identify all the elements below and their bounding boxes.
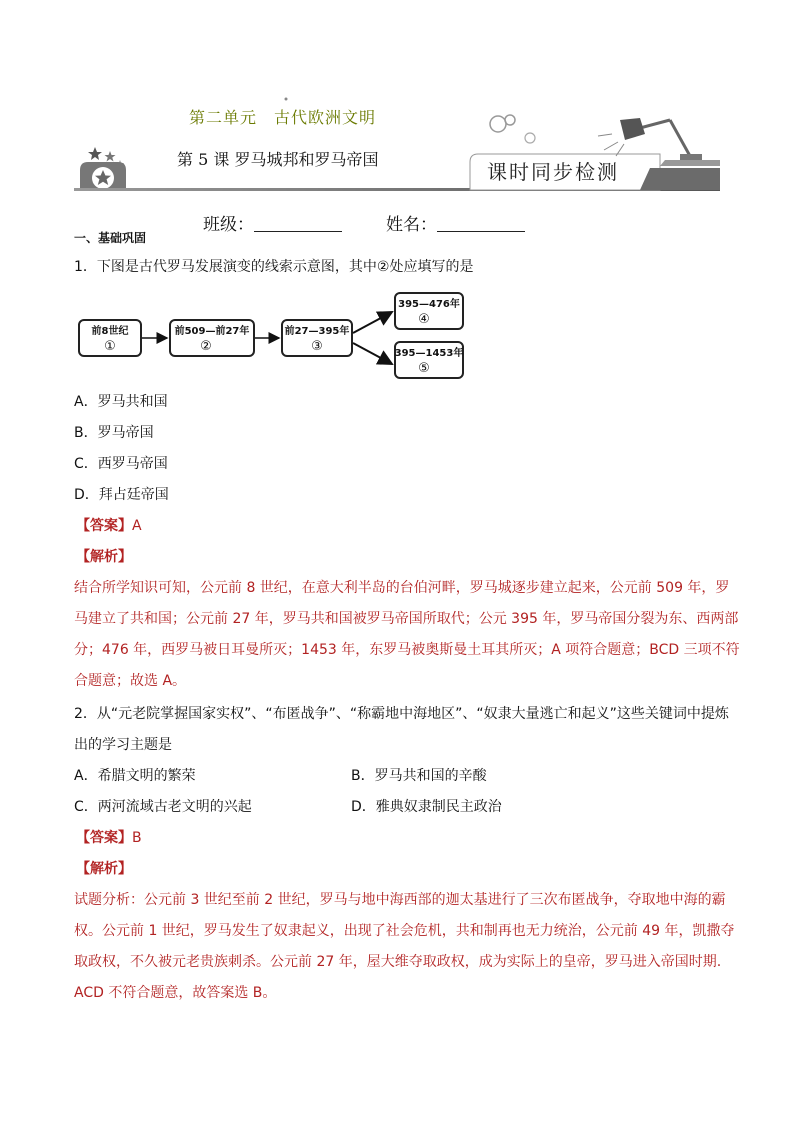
- flow-box: [79, 320, 141, 356]
- q2-option-c: C．两河流域古老文明的兴起: [74, 799, 252, 815]
- q1-option-d: D．拜占廷帝国: [74, 487, 169, 503]
- flow-arrow: [353, 343, 392, 364]
- q2-analysis-line: 权。公元前 1 世纪，罗马发生了奴隶起义，出现了社会危机，共和制再也无力统治，公元前 49 年，凯撒夺: [74, 923, 735, 939]
- name-field[interactable]: [437, 215, 525, 232]
- flow-box-number: ①: [104, 339, 116, 354]
- q1-analysis-line: 马建立了共和国；公元前 27 年，罗马共和国被罗马帝国所取代；公元 395 年，罗马帝国分裂为东、西两部: [74, 611, 739, 627]
- q2-analysis-label: 【解析】: [76, 861, 132, 877]
- q1-option-c: C．西罗马帝国: [74, 456, 168, 472]
- answer-value: A: [132, 518, 142, 534]
- lesson-title: 第 5 课 罗马城邦和罗马帝国: [177, 150, 379, 169]
- flow-box-date: 前27—395年: [284, 326, 350, 337]
- q1-analysis-label: 【解析】: [76, 549, 132, 565]
- bubble-icon: [505, 115, 515, 125]
- flow-box-number: ⑤: [418, 361, 430, 376]
- star-icon: [88, 147, 102, 160]
- flow-box-number: ④: [418, 312, 430, 327]
- flow-box-date: 395—1453年: [394, 348, 464, 359]
- flow-box-date: 前509—前27年: [174, 326, 250, 337]
- q2-analysis-line: 取政权，不久被元老贵族刺杀。公元前 27 年，屋大维夺取政权，成为实际上的皇帝，罗马进入帝国时期.: [74, 954, 722, 970]
- q2-stem-line: 2．从“元老院掌握国家实权”、“布匿战争”、“称霸地中海地区”、“奴隶大量逃亡和起义”这些关键词中提炼: [74, 706, 729, 722]
- name-label: 姓名：: [386, 215, 437, 235]
- q1-answer: [76, 516, 142, 536]
- flow-box-date: 395—476年: [398, 299, 460, 310]
- header-banner-art: [0, 90, 794, 200]
- flow-box-number: ②: [200, 339, 212, 354]
- q1-analysis-line: 合题意；故选 A。: [74, 673, 187, 689]
- answer-label: 【答案】: [76, 830, 132, 846]
- q2-analysis-line: 试题分析：公元前 3 世纪至前 2 世纪，罗马与地中海西部的迦太基进行了三次布匿战争，夺取地中海的霸: [74, 892, 726, 908]
- flow-box-number: ③: [311, 339, 323, 354]
- bubble-icon: [490, 116, 506, 132]
- answer-value: B: [132, 830, 142, 846]
- banner-text: 课时同步检测: [487, 160, 619, 184]
- flow-box: [282, 320, 352, 356]
- q1-stem: 1．下图是古代罗马发展演变的线索示意图，其中②处应填写的是: [74, 259, 474, 275]
- flow-box-date: 前8世纪: [91, 326, 129, 337]
- bubble-icon: [525, 133, 535, 143]
- flow-arrow: [353, 312, 392, 333]
- answer-label: 【答案】: [76, 518, 132, 534]
- q1-analysis-line: 结合所学知识可知，公元前 8 世纪，在意大利半岛的台伯河畔，罗马城逐步建立起来，公元前 509 年，罗: [74, 580, 730, 596]
- q2-option-b: B．罗马共和国的辛酸: [351, 768, 487, 784]
- star-icon: [105, 151, 116, 162]
- q2-answer: [76, 828, 142, 848]
- class-field[interactable]: [254, 215, 342, 232]
- flow-box: [170, 320, 254, 356]
- q1-analysis-line: 分；476 年，西罗马被日耳曼所灭；1453 年，东罗马被奥斯曼土耳其所灭；A 项符合题意；BCD 三项不符: [74, 642, 740, 658]
- flow-box: [395, 293, 463, 329]
- q2-option-d: D．雅典奴隶制民主政治: [351, 799, 502, 815]
- q2-option-a: A．希腊文明的繁荣: [74, 768, 196, 784]
- student-info-line: [203, 210, 525, 235]
- q2-analysis-line: ACD 不符合题意，故答案选 B。: [74, 985, 277, 1001]
- q1-option-b: B．罗马帝国: [74, 425, 154, 441]
- unit-title: 第二单元 古代欧洲文明: [189, 108, 377, 127]
- q1-option-a: A．罗马共和国: [74, 394, 168, 410]
- flow-box: [395, 342, 464, 378]
- flow-diagram: [76, 288, 476, 383]
- q2-stem-line: 出的学习主题是: [74, 737, 172, 753]
- class-label: 班级：: [203, 215, 254, 235]
- section-title: 一、基础巩固: [74, 231, 147, 245]
